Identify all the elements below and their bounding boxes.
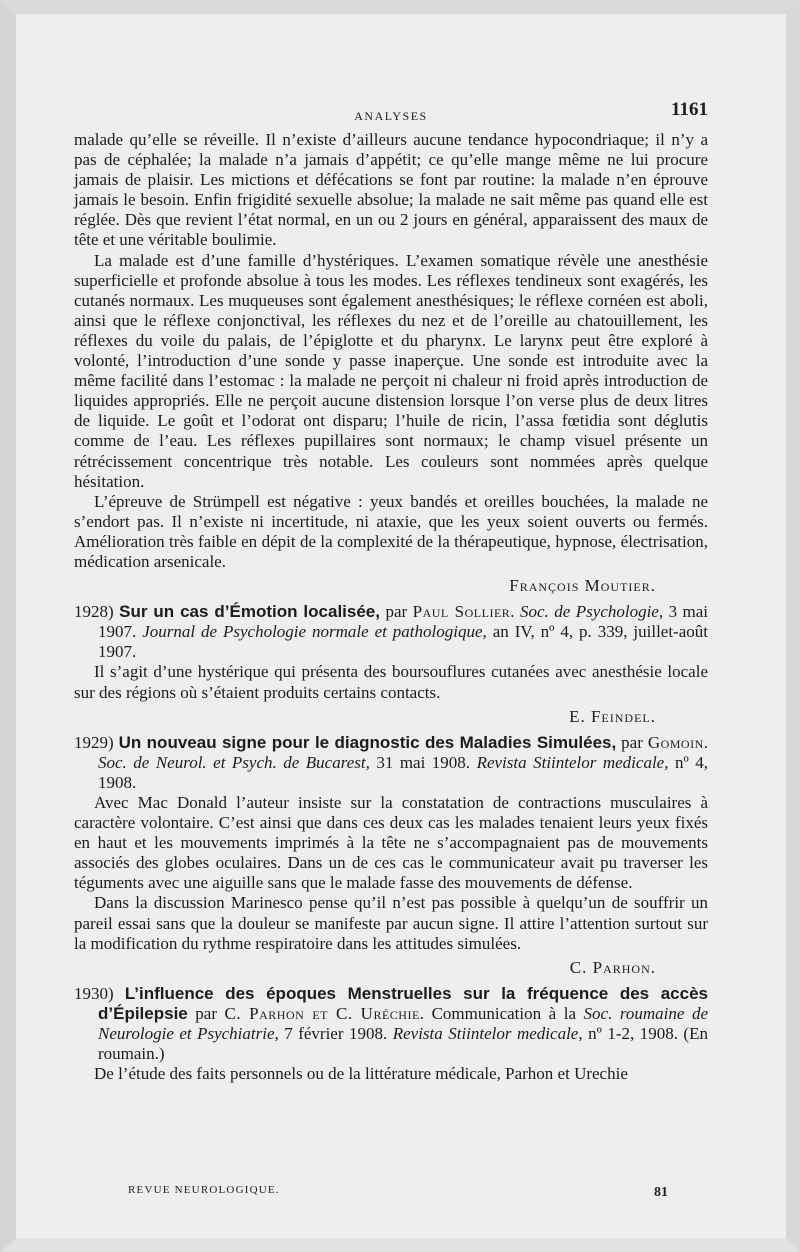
intro-signature: François Moutier. <box>509 576 656 596</box>
running-title: ANALYSES <box>354 109 428 123</box>
entry-ref-2-italic: Revista Stiintelor medicale, <box>476 752 669 772</box>
page-number: 1161 <box>671 99 708 120</box>
intro-paragraph-3: L’épreuve de Strümpell est négative : yeux bandés et oreilles bouchées, la malade ne s’endort pas. Il n’existe ni incertitude, ni ataxie, que les yeux soient ouverts ou fermés. Amélioration très faible en dépit de la complexité de la thérapeutique, hypnose, électrisation, médication arsenicale. <box>74 491 708 571</box>
entry-heading <box>74 733 708 793</box>
entry-ref-2: 31 mai 1908. <box>369 752 477 772</box>
entry-ref-3: nº 1-2, 1908. (En roumain.) <box>98 1024 708 1064</box>
footer-sheet-number: 81 <box>654 1185 668 1200</box>
entry-by: par <box>379 602 413 622</box>
entry-author: C. Parhon et C. Uréchie <box>224 1003 420 1023</box>
entry-number: 1930) <box>74 983 114 1003</box>
page-footer <box>128 1184 668 1200</box>
entry-signature: C. Parhon. <box>569 957 656 977</box>
entry-paragraph: De l’étude des faits personnels ou de la littérature médicale, Parhon et Urechie <box>94 1064 628 1084</box>
intro-paragraph-2: La malade est d’une famille d’hystériques. L’examen somatique révèle une anesthésie superficielle et profonde absolue à tous les modes. Les réflexes tendineux sont exagérés, les cutanés normaux. Les muqueuses sont également anesthésiques; le réflexe cornéen est aboli, ainsi que le réflexe conjonctival, les réflexes du nez et de l’oreille au chatouillement, les réflexes du voile du palais, de l’épiglotte et du pharynx. Le larynx peut être exploré à volonté, l’introduction d’une sonde y passe inaperçue. Une sonde est introduite avec la même facilité dans l’estomac : la malade ne perçoit ni chaleur ni froid après introduction de liquides appropriés. Elle ne perçoit aucune distension lorsque l’on verse plus de deux litres de liquide. Le goût et l’odorat ont disparu; l’huile de ricin, l’assa fœtidia sont déglutis comme de l’eau. Les réflexes pupillaires sont normaux; le champ visuel présente un rétrécissement concentrique très notable. Les couleurs sont nommées après quelque hésitation. <box>74 250 708 491</box>
entry-title: L’influence des époques Menstruelles sur la fréquence des accès d’Épilepsie <box>98 983 708 1023</box>
entry-paragraph: Il s’agit d’une hystérique qui présenta des boursouflures cutanées avec anesthésie locale sur des régions où s’étaient produits certains contacts. <box>74 662 708 702</box>
running-head <box>74 100 708 124</box>
entry-ref-1: . Communication à la <box>419 1003 584 1023</box>
entry-number: 1929) <box>74 732 114 752</box>
entry-by: par <box>187 1003 225 1023</box>
entry-ref-2: 3 mai 1907. <box>98 602 709 642</box>
entry-ref-2-italic: Revista Stiintelor medicale, <box>392 1024 583 1044</box>
abstract-entry-1929 <box>74 733 708 978</box>
entry-heading <box>74 602 708 662</box>
abstract-entry-1928 <box>74 602 708 727</box>
entry-author: Paul Sollier <box>412 602 511 622</box>
page-content <box>74 100 708 1084</box>
entry-paragraph: Dans la discussion Marinesco pense qu’il n’est pas possible à quelqu’un de souffrir un pareil essai sans que la douleur se manifeste par aucun signe. Il attire l’attention surtout sur la modification du rythme respiratoire dans les attitudes simulées. <box>74 893 708 953</box>
entry-ref-3: an IV, nº 4, p. 339, juillet-août 1907. <box>98 622 708 662</box>
entry-ref-1: . <box>703 732 709 752</box>
entry-by: par <box>616 732 648 752</box>
entry-paragraph: Avec Mac Donald l’auteur insiste sur la constatation de contractions musculaires à caractère volontaire. C’est ainsi que dans ces deux cas les malades tenaient leurs yeux fixés en haut et les mouvements imprimés à la tête ne s’accompagnaient pas de mouvements associés des globes oculaires. Dans un de ces cas le communicateur avait pu traverser les téguments avec une aiguille sans que le malade fasse des mouvements de défense. <box>74 793 708 893</box>
entry-ref-3: nº 4, 1908. <box>98 752 708 792</box>
entry-title: Un nouveau signe pour le diagnostic des Maladies Simulées, <box>118 732 617 752</box>
entry-ref-2-italic: Journal de Psychologie normale et pathologique, <box>142 622 487 642</box>
entry-ref-1-italic: Soc. de Neurol. et Psych. de Bucarest, <box>98 752 370 772</box>
entry-ref-1-italic: Soc. de Psychologie, <box>520 602 664 622</box>
footer-journal: REVUE NEUROLOGIQUE. <box>128 1184 280 1196</box>
entry-title: Sur un cas d’Émotion localisée, <box>119 602 380 622</box>
entry-number: 1928) <box>74 602 114 622</box>
entry-signature: E. Feindel. <box>569 706 656 726</box>
entry-ref-1: . <box>510 602 521 622</box>
entry-heading <box>74 984 708 1064</box>
entry-ref-1-italic: Soc. roumaine de Neurologie et Psychiatrie, <box>98 1003 708 1044</box>
abstract-entry-1930 <box>74 984 708 1084</box>
entry-author: Gomoin <box>647 732 704 752</box>
entry-ref-2: 7 février 1908. <box>278 1024 393 1044</box>
intro-paragraph-1: malade qu’elle se réveille. Il n’existe d’ailleurs aucune tendance hypocondriaque; il n’y a pas de céphalée; la malade n’a jamais d’appétit; ce qu’elle mange même ne lui procure jamais de plaisir. Les mictions et défécations se font par routine: la malade n’en éprouve jamais le besoin. Enfin frigidité sexuelle absolue; la malade ne sait même pas quand elle est réglée. Dès que revient l’état normal, en un ou 2 jours en général, apparaissent des maux de tête et une véritable boulimie. <box>74 130 708 250</box>
